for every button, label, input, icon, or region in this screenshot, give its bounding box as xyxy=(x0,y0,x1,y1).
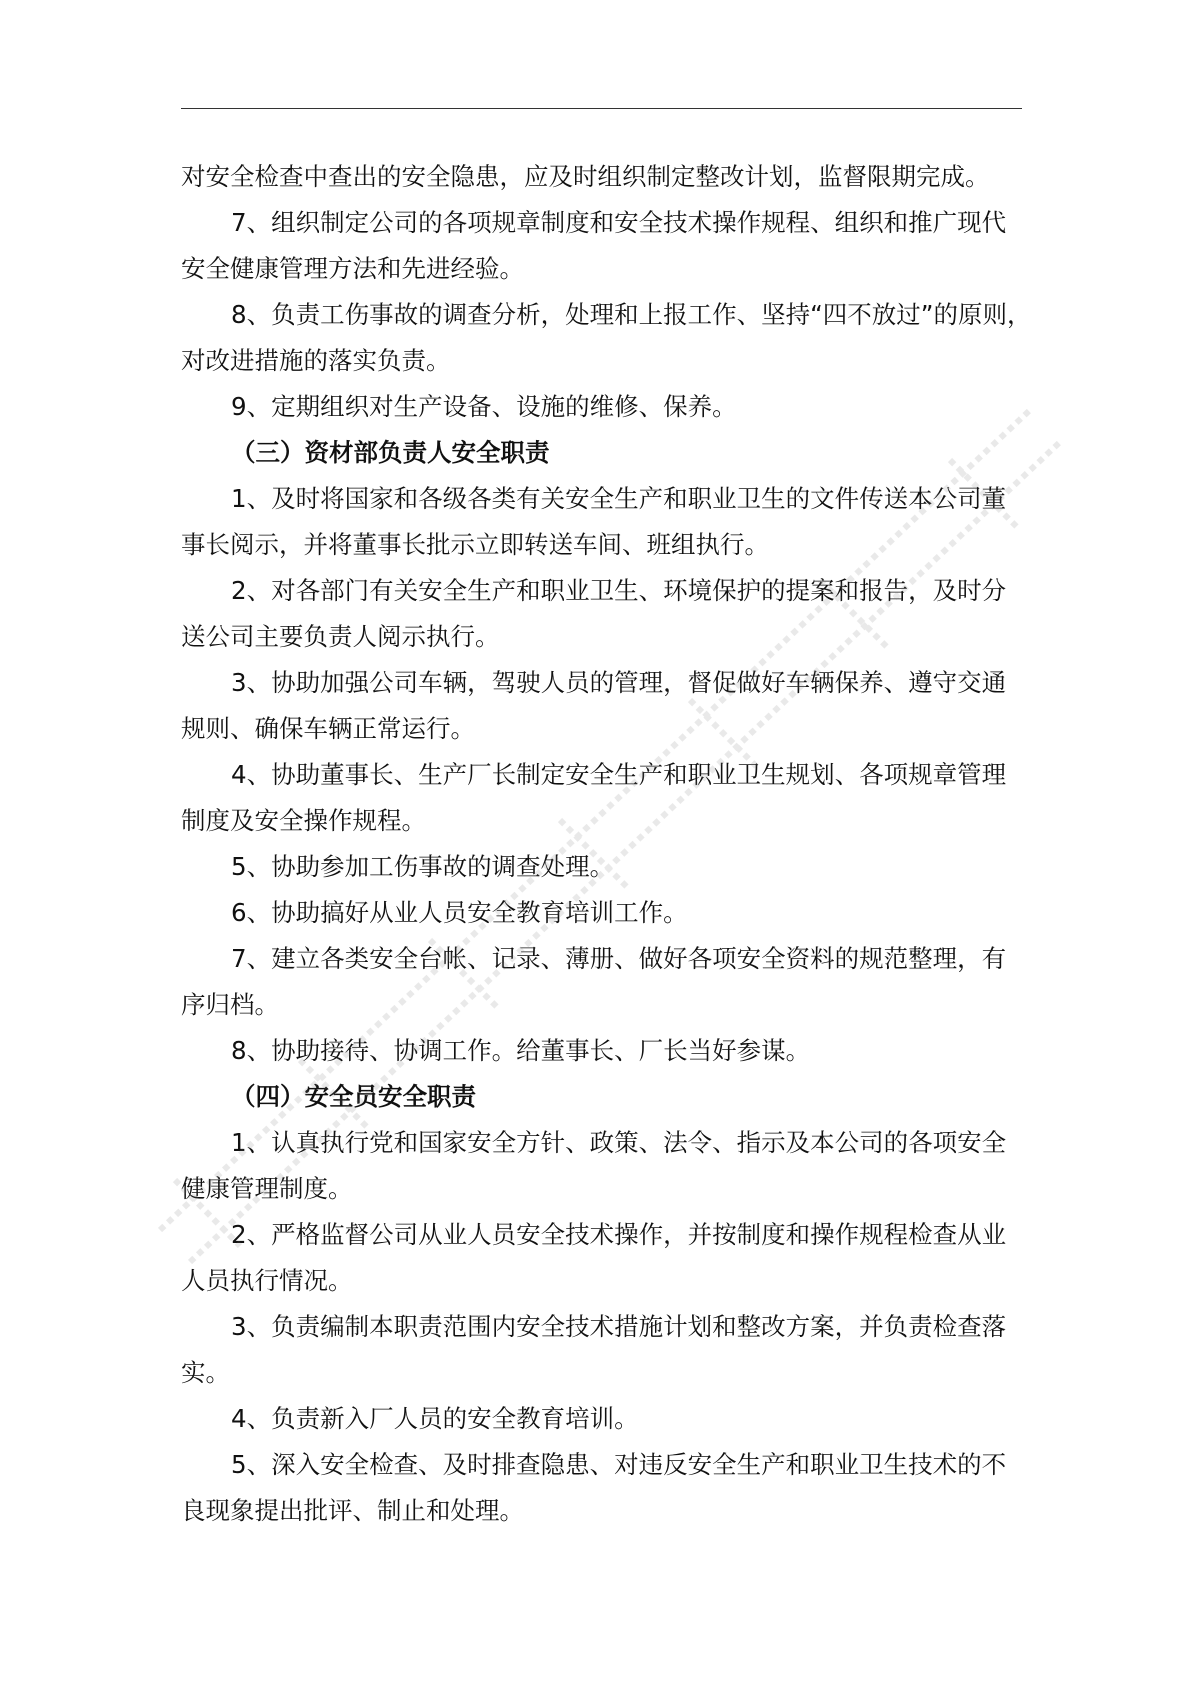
text-line: 4、负责新入厂人员的安全教育培训。 xyxy=(231,1404,639,1433)
text-line: 对安全检查中查出的安全隐患，应及时组织制定整改计划，监督限期完成。 xyxy=(181,162,990,191)
section-heading: （四）安全员安全职责 xyxy=(231,1082,476,1111)
text-line: 5、协助参加工伤事故的调查处理。 xyxy=(231,852,615,881)
text-line: 安全健康管理方法和先进经验。 xyxy=(181,254,524,283)
text-line: 4、协助董事长、生产厂长制定安全生产和职业卫生规划、各项规章管理 xyxy=(231,760,1007,789)
text-line: 送公司主要负责人阅示执行。 xyxy=(181,622,500,651)
text-line: 3、协助加强公司车辆，驾驶人员的管理，督促做好车辆保养、遵守交通 xyxy=(231,668,1007,697)
text-line: 良现象提出批评、制止和处理。 xyxy=(181,1496,524,1525)
text-line: 8、协助接待、协调工作。给董事长、厂长当好参谋。 xyxy=(231,1036,811,1065)
text-line: 事长阅示，并将董事长批示立即转送车间、班组执行。 xyxy=(181,530,769,559)
text-line: 2、对各部门有关安全生产和职业卫生、环境保护的提案和报告，及时分 xyxy=(231,576,1007,605)
text-line: 8、负责工伤事故的调查分析，处理和上报工作、坚持“四不放过”的原则， xyxy=(231,300,1032,329)
text-line: 规则、确保车辆正常运行。 xyxy=(181,714,475,743)
text-line: 制度及安全操作规程。 xyxy=(181,806,426,835)
text-line: 3、负责编制本职责范围内安全技术措施计划和整改方案，并负责检查落 xyxy=(231,1312,1007,1341)
text-line: 序归档。 xyxy=(181,990,279,1019)
text-line: 实。 xyxy=(181,1358,230,1387)
document-body xyxy=(181,154,1032,1534)
text-line: 健康管理制度。 xyxy=(181,1174,353,1203)
text-line: 1、及时将国家和各级各类有关安全生产和职业卫生的文件传送本公司董 xyxy=(231,484,1007,513)
text-line: 1、认真执行党和国家安全方针、政策、法令、指示及本公司的各项安全 xyxy=(231,1128,1007,1157)
text-line: 2、严格监督公司从业人员安全技术操作，并按制度和操作规程检查从业 xyxy=(231,1220,1007,1249)
text-line: 人员执行情况。 xyxy=(181,1266,353,1295)
text-line: 7、建立各类安全台帐、记录、薄册、做好各项安全资料的规范整理，有 xyxy=(231,944,1007,973)
text-line: 9、定期组织对生产设备、设施的维修、保养。 xyxy=(231,392,737,421)
header-rule xyxy=(181,108,1022,109)
text-line: 6、协助搞好从业人员安全教育培训工作。 xyxy=(231,898,688,927)
text-line: 7、组织制定公司的各项规章制度和安全技术操作规程、组织和推广现代 xyxy=(231,208,1007,237)
section-heading: （三）资材部负责人安全职责 xyxy=(231,438,550,467)
text-line: 对改进措施的落实负责。 xyxy=(181,346,451,375)
text-line: 5、深入安全检查、及时排查隐患、对违反安全生产和职业卫生技术的不 xyxy=(231,1450,1007,1479)
